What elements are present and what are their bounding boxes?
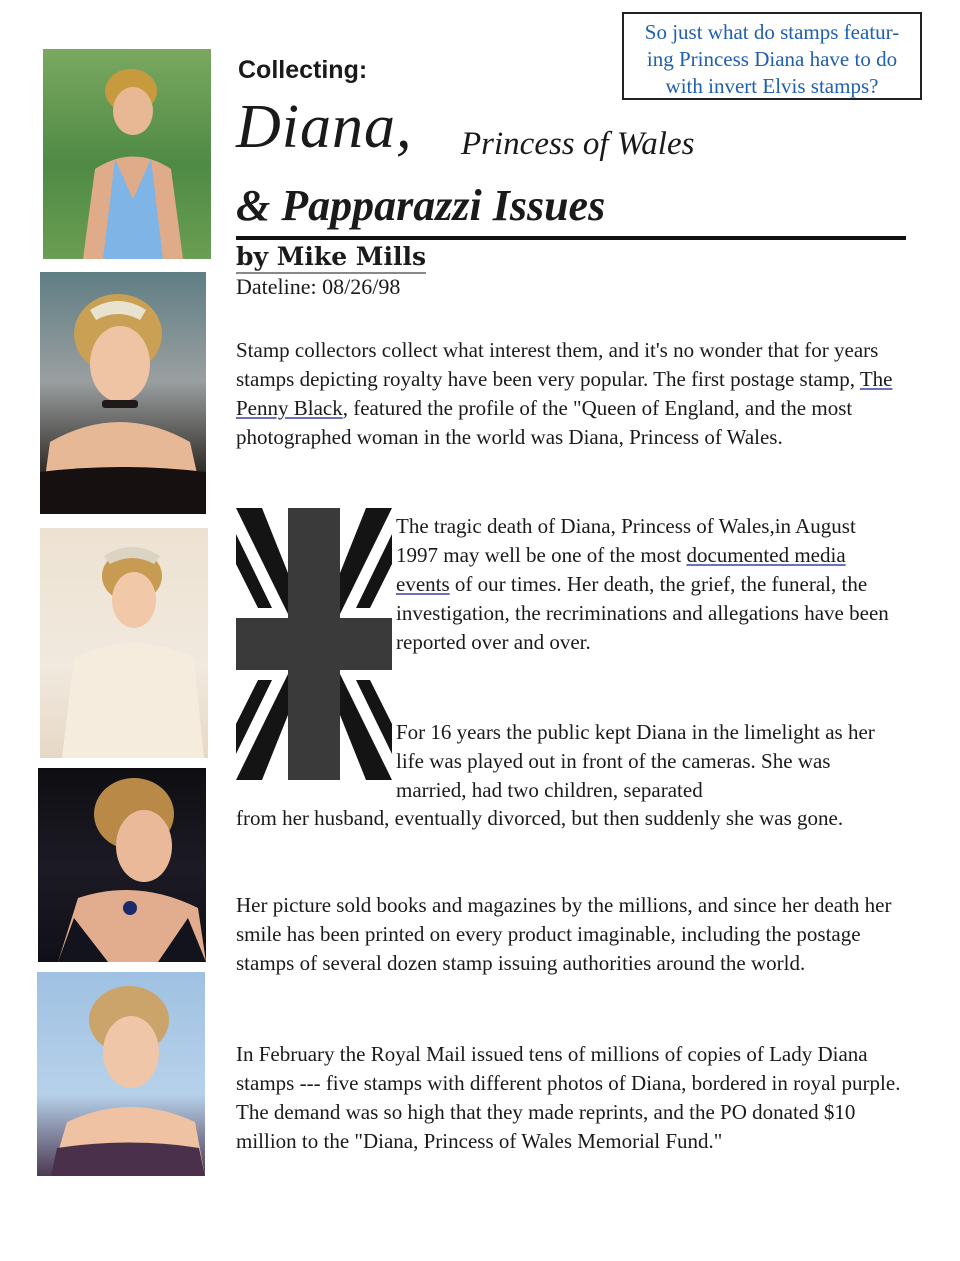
title-main: Diana, xyxy=(236,93,413,161)
photo-diana-tiara-cream xyxy=(40,528,208,758)
paragraph-1 xyxy=(236,336,902,452)
paragraph-1-text-a: Stamp collectors collect what interest them, and it's no wonder that for years stamps depicting royalty have been very popular. The first postage stamp, xyxy=(236,338,879,391)
paragraph-2 xyxy=(396,512,902,657)
dateline: Dateline: 08/26/98 xyxy=(236,274,401,299)
paragraph-3-continued: from her husband, eventually divorced, but then suddenly she was gone. xyxy=(236,806,844,830)
title-sub: Princess of Wales xyxy=(461,126,695,162)
media-events-link[interactable]: documented media events xyxy=(396,543,846,596)
callout-line-3: with invert Elvis stamps? xyxy=(665,74,879,98)
callout-line-2: ing Princess Diana have to do xyxy=(646,47,898,71)
photo-diana-evening xyxy=(38,768,206,962)
title-rule xyxy=(236,236,906,240)
callout-line-1: So just what do stamps featur- xyxy=(644,20,900,44)
photo-diana-tiara-black xyxy=(40,272,206,514)
paragraph-4: Her picture sold books and magazines by the millions, and since her death her smile has been printed on every product imaginable, including the postage stamps of several dozen stamp issuing authorities around the world. xyxy=(236,893,892,975)
paragraph-1-text-b: , featured the profile of the "Queen of England, and the most photographed woman in the world was Diana, Princess of Wales. xyxy=(236,396,853,449)
paragraph-3-wrapped: For 16 years the public kept Diana in the limelight as her life was played out in front of the cameras. She was married, had two children, separated xyxy=(396,720,875,802)
union-jack-graphic xyxy=(236,508,392,780)
paragraph-2-text-b: of our times. Her death, the grief, the funeral, the investigation, the recriminations and allegations have been reported over and over. xyxy=(396,572,889,654)
photo-diana-blue-dress xyxy=(43,49,211,259)
paragraph-5: In February the Royal Mail issued tens of millions of copies of Lady Diana stamps --- five stamps with different photos of Diana, bordered in royal purple. The demand was so high that they made reprints, and the PO donated $10 million to the "Diana, Princess of Wales Memorial Fund." xyxy=(236,1042,901,1153)
paragraph-2-text-a: The tragic death of Diana, Princess of Wales,in August 1997 may well be one of the most xyxy=(396,514,856,567)
title-line-2: & Papparazzi Issues xyxy=(236,181,606,230)
section-kicker: Collecting: xyxy=(238,56,368,84)
photo-diana-short-hair xyxy=(37,972,205,1176)
byline: by Mike Mills xyxy=(236,242,426,274)
callout-box xyxy=(622,12,922,100)
penny-black-link[interactable]: The Penny Black xyxy=(236,367,893,420)
